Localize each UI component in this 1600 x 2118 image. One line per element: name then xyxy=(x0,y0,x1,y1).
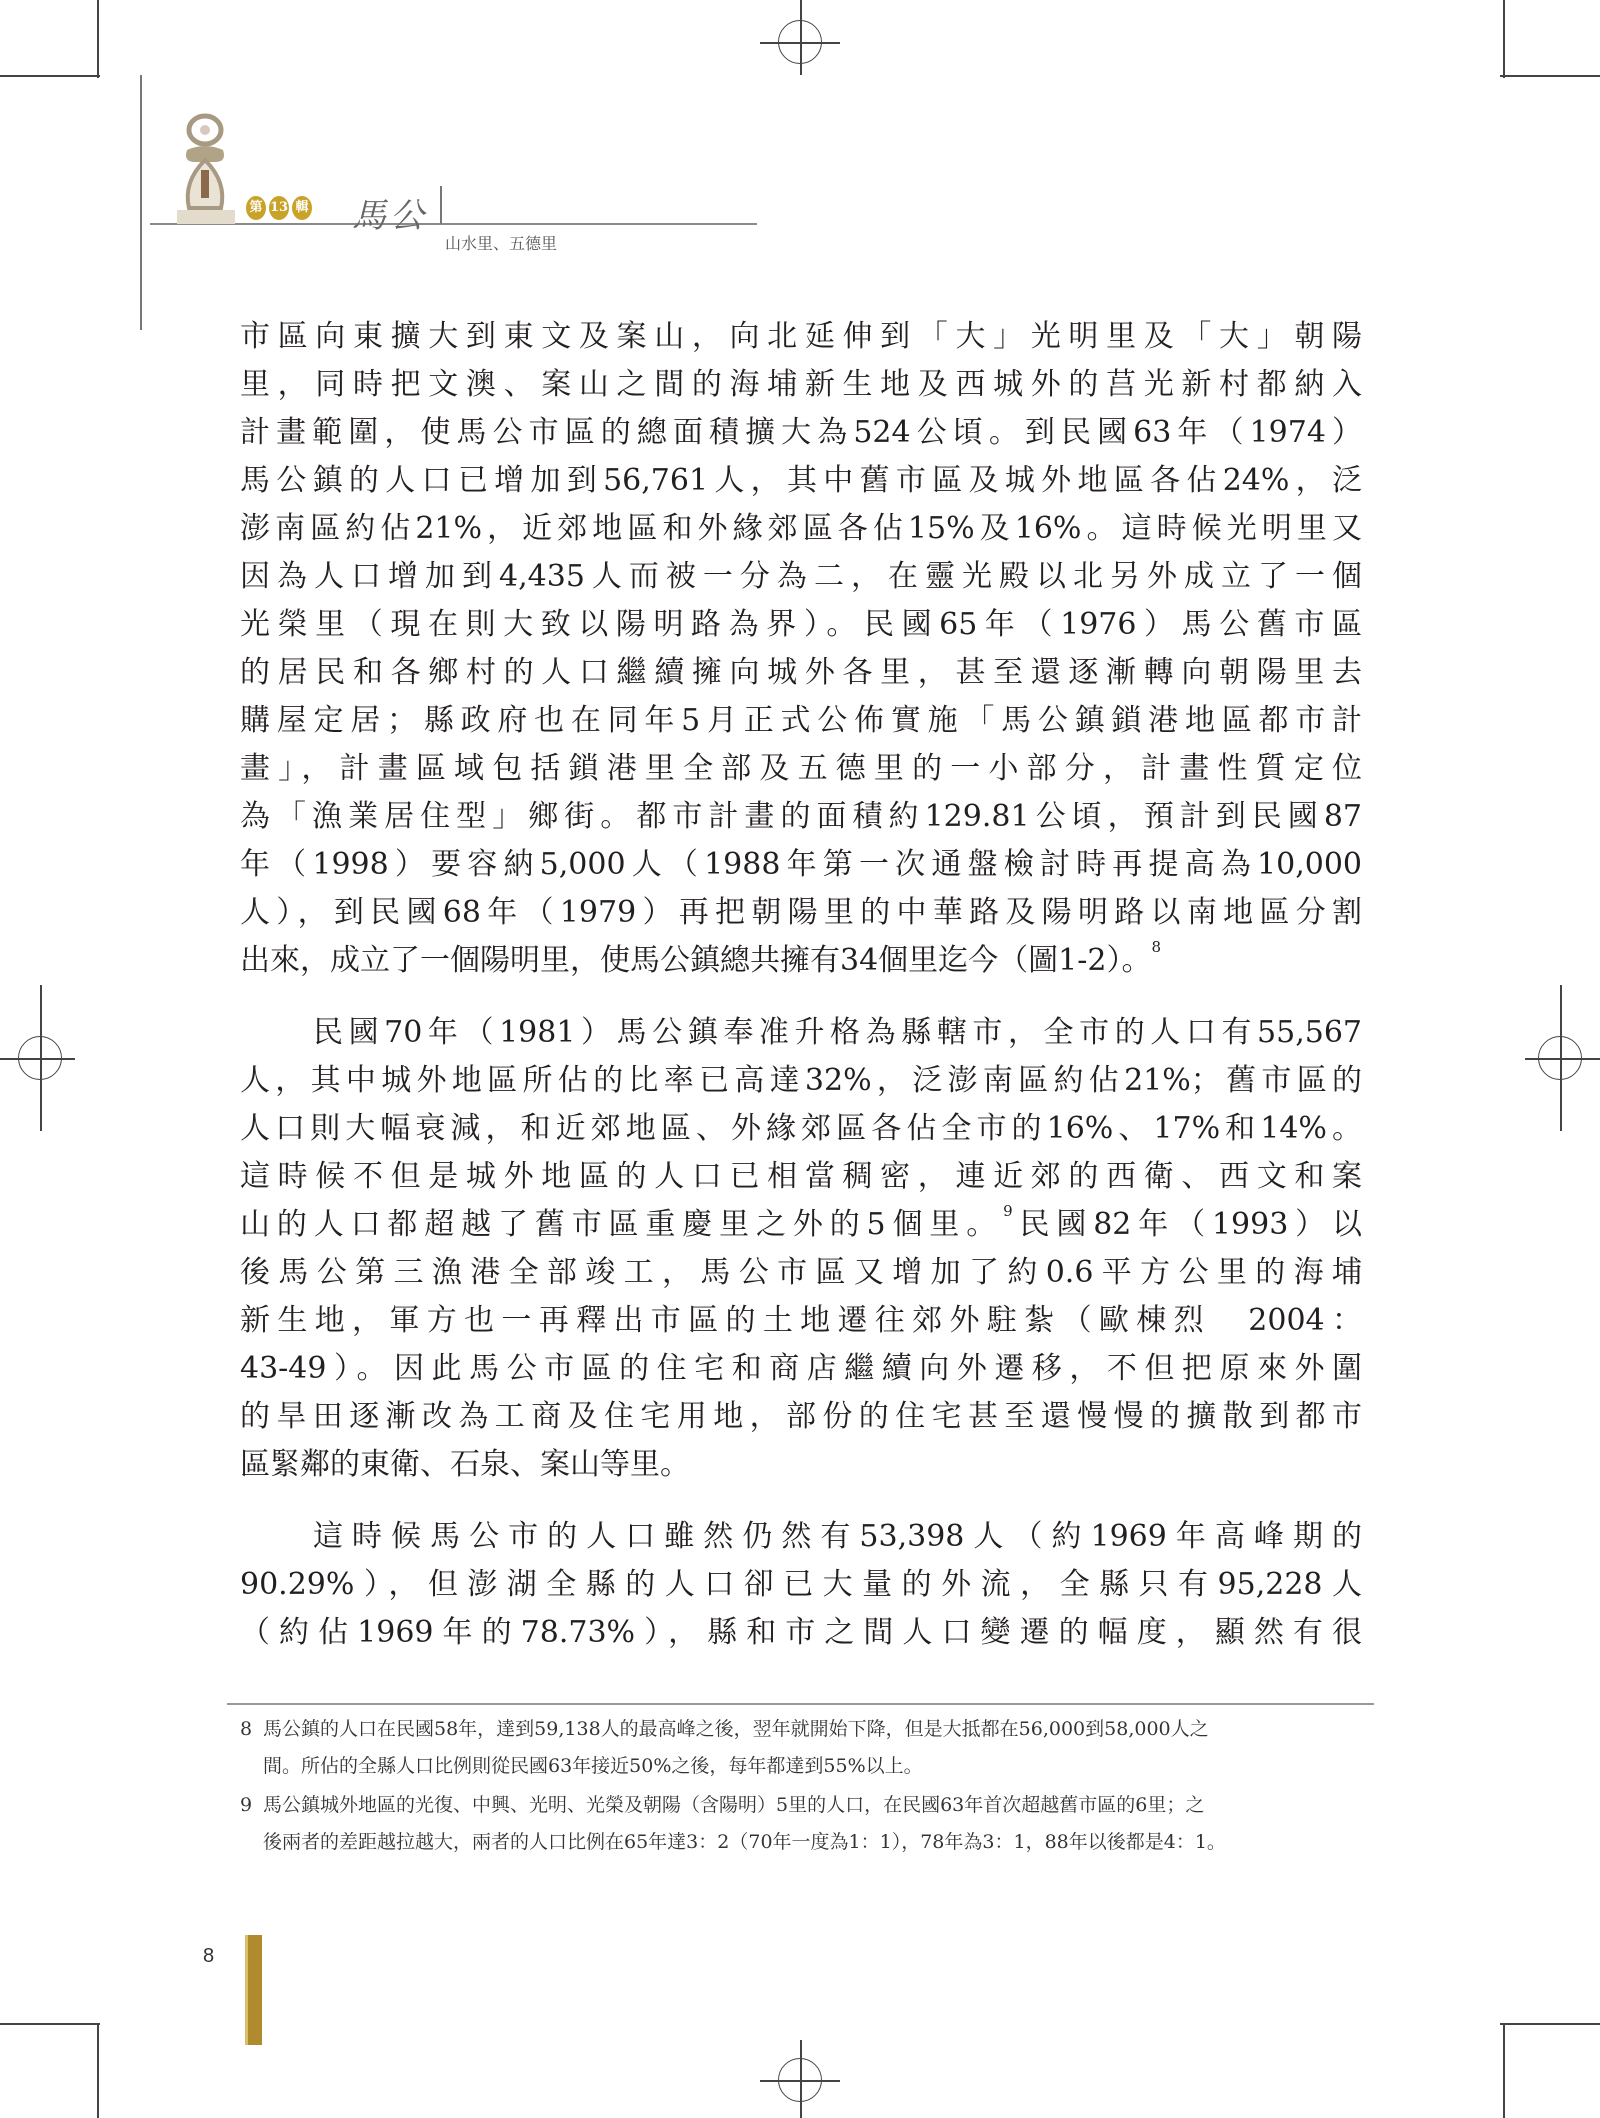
text-line xyxy=(240,937,1362,985)
text-line: 畫」，計畫區域包括鎖港里全部及五德里的一小部分，計畫性質定位 xyxy=(240,751,1362,786)
badge-char: 第 xyxy=(246,196,266,220)
text-line: 後馬公第三漁港全部竣工，馬公市區又增加了約0.6平方公里的海埔 xyxy=(240,1255,1362,1290)
footnote-number: 8 xyxy=(240,1718,253,1740)
footnote-line: 後兩者的差距越拉越大，兩者的人口比例在65年達3：2（70年一度為1：1），78年為3：1，88年以後都是4：1。 xyxy=(263,1831,1226,1853)
text-line: 因為人口增加到4,435人而被一分為二，在靈光殿以北另外成立了一個 xyxy=(240,559,1362,594)
text-line: 市區向東擴大到東文及案山，向北延伸到「大」光明里及「大」朝陽 xyxy=(240,319,1362,354)
paragraph-3 xyxy=(240,1513,1362,1657)
text-line: 澎南區約佔21%，近郊地區和外緣郊區各佔15%及16%。這時候光明里又 xyxy=(240,511,1362,546)
text-line: 這時候不但是城外地區的人口已相當稠密，連近郊的西衛、西文和案 xyxy=(240,1159,1362,1194)
text-line: 馬公鎮的人口已增加到56,761人，其中舊市區及城外地區各佔24%，泛 xyxy=(240,463,1362,498)
text-line: 購屋定居；縣政府也在同年5月正式公佈實施「馬公鎮鎖港地區都市計 xyxy=(240,703,1362,738)
text-line: 的居民和各鄉村的人口繼續擁向城外各里，甚至還逐漸轉向朝陽里去 xyxy=(240,655,1362,690)
page-number: 8 xyxy=(203,1945,215,1967)
text-line: 新生地，軍方也一再釋出市區的土地遷往郊外駐紮（歐棟烈 2004： xyxy=(240,1303,1362,1338)
footnote-9 xyxy=(240,1787,1370,1861)
footnote-line: 馬公鎮的人口在民國58年，達到59,138人的最高峰之後，翌年就開始下降，但是大抵都在56,000到58,000人之 xyxy=(263,1718,1209,1740)
text-line: 為「漁業居住型」鄉街。都市計畫的面積約129.81公頃，預計到民國87 xyxy=(240,799,1362,834)
ornament-icon xyxy=(165,112,245,227)
footnote-ref-9[interactable]: 9 xyxy=(1003,1202,1013,1220)
text-line: 這時候馬公市的人口雖然仍然有53,398人（約1969年高峰期的 xyxy=(313,1519,1362,1554)
footnote-divider xyxy=(227,1703,1374,1705)
chapter-subtitle: 山水里、五德里 xyxy=(445,234,558,253)
text-line-content: 山的人口都超越了舊市區重慶里之外的5個里。 xyxy=(240,1207,1004,1242)
footnote-8 xyxy=(240,1711,1370,1785)
series-title: 馬公 xyxy=(352,196,428,236)
text-line: 年（1998）要容納5,000人（1988年第一次通盤檢討時再提高為10,000 xyxy=(240,847,1362,882)
volume-badge xyxy=(246,196,312,220)
text-line: 民國70年（1981）馬公鎮奉准升格為縣轄市，全市的人口有55,567 xyxy=(313,1015,1362,1050)
paragraph-2 xyxy=(240,1009,1362,1489)
paragraph-1 xyxy=(240,313,1362,985)
text-line xyxy=(240,1201,1362,1249)
badge-char: 輯 xyxy=(292,196,312,220)
text-line: （約佔1969年的78.73%），縣和市之間人口變遷的幅度，顯然有很 xyxy=(240,1615,1362,1650)
footnote-line: 間。所佔的全縣人口比例則從民國63年接近50%之後，每年都達到55%以上。 xyxy=(263,1755,923,1777)
text-line: 人），到民國68年（1979）再把朝陽里的中華路及陽明路以南地區分割 xyxy=(240,895,1362,930)
text-line: 人口則大幅衰減，和近郊地區、外緣郊區各佔全市的16%、17%和14%。 xyxy=(240,1111,1362,1146)
header-title-divider xyxy=(440,186,442,224)
text-line: 里，同時把文澳、案山之間的海埔新生地及西城外的莒光新村都納入 xyxy=(240,367,1362,402)
footnote-line: 馬公鎮城外地區的光復、中興、光明、光榮及朝陽（含陽明）5里的人口，在民國63年首次超越舊市區的6里；之 xyxy=(263,1794,1205,1816)
footnote-number: 9 xyxy=(240,1794,253,1816)
text-line: 光榮里（現在則大致以陽明路為界）。民國65年（1976）馬公舊市區 xyxy=(240,607,1362,642)
header-vertical-rule xyxy=(140,75,142,330)
text-line-content: 出來，成立了一個陽明里，使馬公鎮總共擁有34個里迄今（圖1-2）。 xyxy=(240,943,1152,978)
body-text xyxy=(240,313,1362,1681)
text-line: 的旱田逐漸改為工商及住宅用地，部份的住宅甚至還慢慢的擴散到都市 xyxy=(240,1399,1362,1434)
text-line: 區緊鄰的東衛、石泉、案山等里。 xyxy=(240,1447,690,1482)
text-line-content: 民國82年（1993）以 xyxy=(1012,1207,1362,1242)
text-line: 43-49）。因此馬公市區的住宅和商店繼續向外遷移，不但把原來外圍 xyxy=(240,1351,1362,1386)
text-line: 90.29%），但澎湖全縣的人口卻已大量的外流，全縣只有95,228人 xyxy=(240,1567,1362,1602)
page-gold-bar xyxy=(245,1935,262,2045)
text-line: 計畫範圍，使馬公市區的總面積擴大為524公頃。到民國63年（1974） xyxy=(240,415,1362,450)
text-line: 人，其中城外地區所佔的比率已高達32%，泛澎南區約佔21%；舊市區的 xyxy=(240,1063,1362,1098)
badge-number: 13 xyxy=(269,196,289,220)
footnote-ref-8[interactable]: 8 xyxy=(1151,938,1162,956)
